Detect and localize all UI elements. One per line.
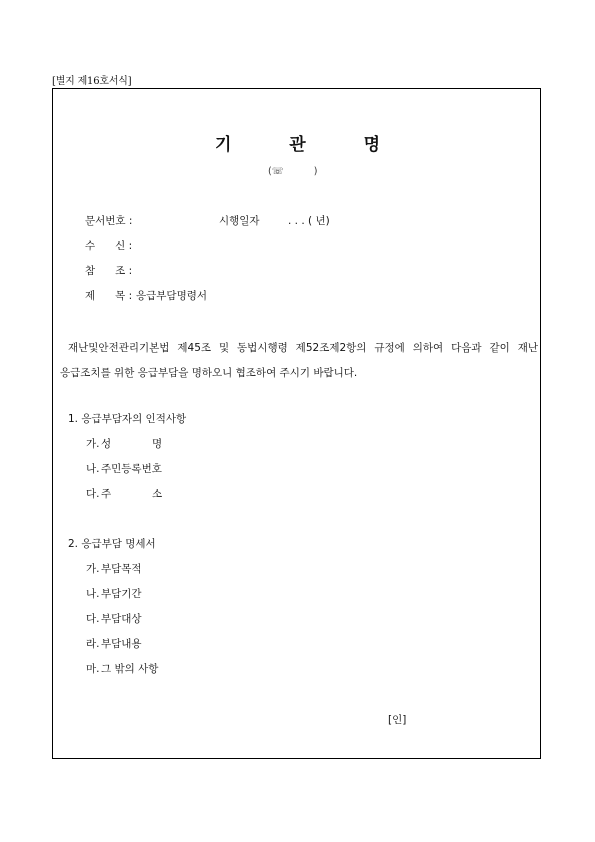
date-label: 시행일자	[219, 215, 260, 227]
section1-item-resident-number-label: 주민등록번호	[101, 463, 162, 475]
reference-label: 참 조 :	[85, 265, 133, 277]
seal-mark: [인]	[388, 714, 407, 726]
section2-item-content-label: 부담내용	[101, 638, 142, 650]
date-value: . . . ( 년)	[288, 215, 330, 227]
form-number: [별지 제16호서식]	[52, 76, 132, 87]
section2-item-purpose-label: 부담목적	[101, 563, 142, 575]
subject-value: 응급부담명령서	[136, 290, 208, 302]
section2-item-prefix: 마.	[86, 663, 100, 675]
section2-item-prefix: 다.	[86, 613, 100, 625]
section2-heading: 2. 응급부담 명세서	[68, 538, 156, 550]
document-title: 기 관 명	[214, 135, 407, 155]
section2-item-other-label: 그 밖의 사항	[101, 663, 159, 675]
section2-item-target-label: 부담대상	[101, 613, 142, 625]
section2-item-prefix: 가.	[86, 563, 100, 575]
section2-item-prefix: 나.	[86, 588, 100, 600]
recipient-label: 수 신 :	[85, 240, 133, 252]
doc-number-label: 문서번호 :	[85, 215, 133, 227]
section1-item-name-label2: 명	[152, 438, 163, 450]
section1-item-prefix: 나.	[86, 463, 100, 475]
phone-field: (☏ )	[268, 166, 318, 177]
body-text-line-2: 응급조치를 위한 응급부담을 명하오니 협조하여 주시기 바랍니다.	[60, 367, 358, 379]
section1-item-prefix: 다.	[86, 488, 100, 500]
section1-item-address-label2: 소	[152, 488, 163, 500]
section1-item-address-label: 주	[101, 488, 112, 500]
section1-item-prefix: 가.	[86, 438, 100, 450]
section1-heading: 1. 응급부담자의 인적사항	[68, 413, 187, 425]
section2-item-period-label: 부담기간	[101, 588, 142, 600]
section1-item-name-label: 성	[101, 438, 112, 450]
section2-item-prefix: 라.	[86, 638, 100, 650]
subject-label: 제 목 :	[85, 290, 133, 302]
body-text-line-1: 재난및안전관리기본법 제45조 및 동법시행령 제52조제2항의 규정에 의하여 다음과 같이 재난	[68, 342, 538, 354]
